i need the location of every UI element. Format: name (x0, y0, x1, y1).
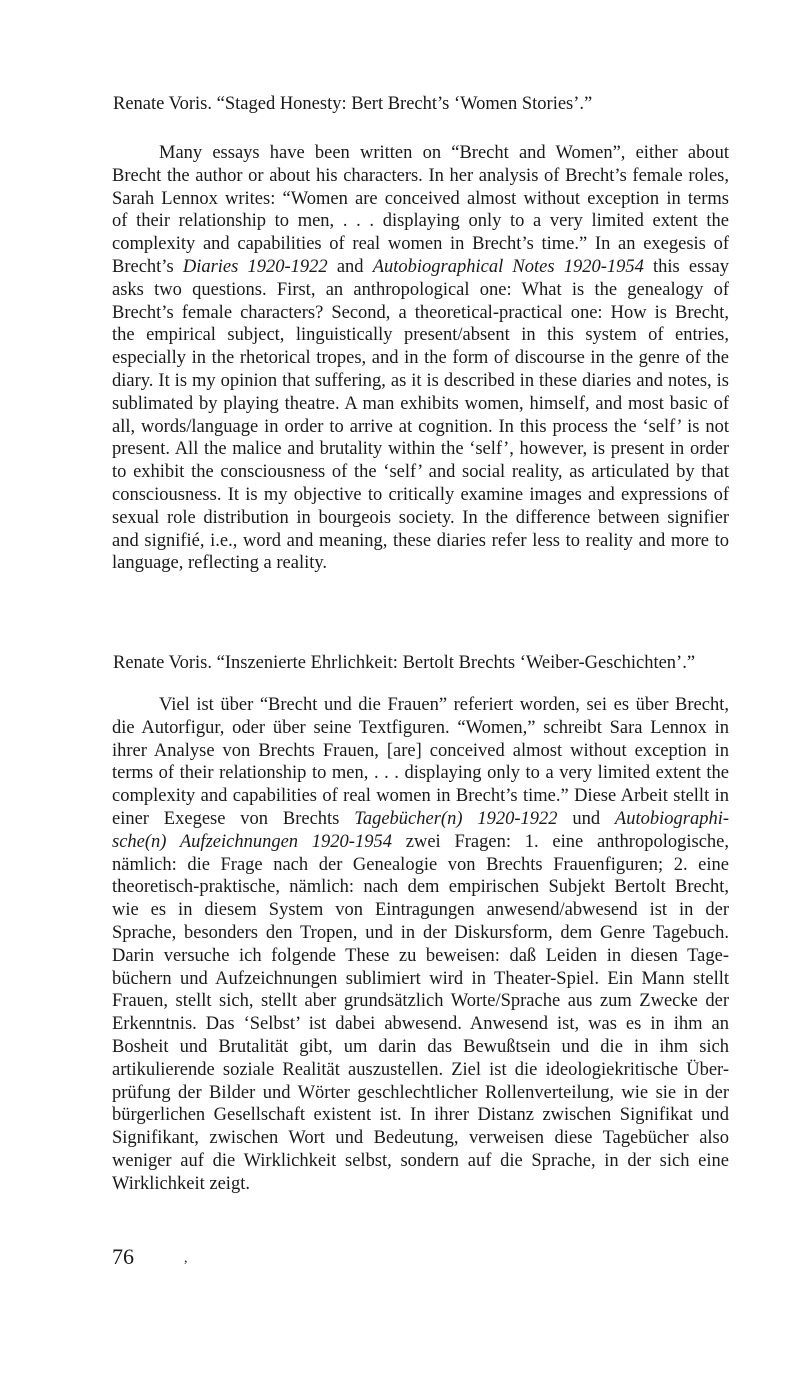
page-number: 76 (112, 1244, 134, 1269)
text-line: Brecht’s Diaries 1920-1922 and Autobiographical Notes 1920-1954 this essay (112, 256, 729, 277)
english-abstract-body (112, 142, 729, 575)
text-line: sublimated by playing theatre. A man exhibits women, himself, and most basic of (112, 393, 729, 414)
text-line: ihrer Analyse von Brechts Frauen, [are] conceived almost without exception in (112, 740, 729, 761)
text-line: Sarah Lennox writes: “Women are conceived almost without exception in terms (112, 188, 729, 209)
text-line: Signifikant, zwischen Wort und Bedeutung, verweisen diese Tagebücher also (112, 1128, 729, 1149)
text-line: artikulierende soziale Realität auszustellen. Ziel ist die ideologiekritische Über- (112, 1059, 729, 1080)
text-line: Wirklichkeit zeigt. (112, 1173, 250, 1194)
stray-mark: , (184, 1251, 188, 1266)
text-line: weniger auf die Wirklichkeit selbst, sondern auf die Sprache, in der sich eine (112, 1150, 729, 1171)
text-line: Darin versuche ich folgende These zu beweisen: daß Leiden in diesen Tage- (112, 945, 729, 966)
text-line: present. All the malice and brutality within the ‘self’, however, is present in order (112, 439, 729, 460)
text-line: language, reflecting a reality. (112, 553, 328, 574)
text-line: einer Exegese von Brechts Tagebücher(n) 1920-1922 und Autobiographi- (112, 808, 730, 829)
text-line: complexity and capabilities of real women in Brecht’s time.” In an exegesis of (112, 234, 729, 255)
text-line: the empirical subject, linguistically present/absent in this system of entries, (112, 325, 729, 346)
english-abstract-title: Renate Voris. “Staged Honesty: Bert Brecht’s ‘Women Stories’.” (113, 94, 593, 114)
text-line: terms of their relationship to men, . . . displaying only to a very limited extent the (112, 763, 729, 784)
text-line: Erkenntnis. Das ‘Selbst’ ist dabei abwesend. Anwesend ist, was es in ihm an (112, 1014, 729, 1035)
text-line: diary. It is my opinion that suffering, as it is described in these diaries and notes, is (112, 370, 729, 391)
text-line: Many essays have been written on “Brecht and Women”, either about (159, 143, 729, 163)
text-line: especially in the rhetorical tropes, and in the form of discourse in the genre of the (112, 348, 729, 369)
text-line: sexual role distribution in bourgeois society. In the difference between signifier (112, 507, 729, 528)
text-line: of their relationship to men, . . . displaying only to a very limited extent the (112, 211, 729, 232)
text-line: theoretisch-praktische, nämlich: nach dem empirischen Subjekt Bertolt Brecht, (112, 877, 729, 898)
text-line: Brecht’s female characters? Second, a theoretical-practical one: How is Brecht, (112, 302, 729, 323)
text-line: Frauen, stellt sich, stellt aber grundsätzlich Worte/Sprache aus zum Zwecke der (112, 991, 729, 1012)
text-line: bürgerlichen Gesellschaft existent ist. In ihrer Distanz zwischen Signifikat und (112, 1105, 729, 1126)
text-line: sche(n) Aufzeichnungen 1920-1954 zwei Fragen: 1. eine anthropologische, (112, 831, 729, 852)
text-line: büchern und Aufzeichnungen sublimiert wird in Theater-Spiel. Ein Mann stellt (112, 968, 729, 989)
text-line: and signifié, i.e., word and meaning, these diaries refer less to reality and more to (112, 530, 729, 551)
text-line: prüfung der Bilder und Wörter geschlechtlicher Rollenverteilung, wie sie in der (112, 1082, 729, 1103)
german-abstract-body (112, 694, 729, 1196)
text-line: nämlich: die Frage nach der Genealogie von Brechts Frauenfiguren; 2. eine (112, 854, 729, 875)
german-abstract-title: Renate Voris. “Inszenierte Ehrlichkeit: Bertolt Brechts ‘Weiber-Geschichten’.” (113, 653, 696, 673)
text-line: die Autorfigur, oder über seine Textfiguren. “Women,” schreibt Sara Lennox in (112, 717, 729, 738)
text-line: asks two questions. First, an anthropological one: What is the genealogy of (112, 279, 729, 300)
text-line: complexity and capabilities of real women in Brecht’s time.” Diese Arbeit stellt in (112, 786, 729, 807)
text-line: Sprache, besonders den Tropen, und in der Diskursform, dem Genre Tagebuch. (112, 922, 729, 943)
text-line: Viel ist über “Brecht und die Frauen” referiert worden, sei es über Brecht, (159, 695, 729, 715)
text-line: Bosheit und Brutalität gibt, um darin das Bewußtsein und die in ihm sich (112, 1036, 729, 1057)
text-line: to exhibit the consciousness of the ‘self’ and social reality, as articulated by that (112, 462, 729, 483)
text-line: all, words/language in order to arrive at cognition. In this process the ‘self’ is not (112, 416, 729, 437)
text-line: Brecht the author or about his characters. In her analysis of Brecht’s female roles, (112, 165, 729, 186)
text-line: wie es in diesem System von Eintragungen anwesend/abwesend ist in der (112, 900, 729, 921)
text-line: consciousness. It is my objective to critically examine images and expressions of (112, 484, 729, 505)
